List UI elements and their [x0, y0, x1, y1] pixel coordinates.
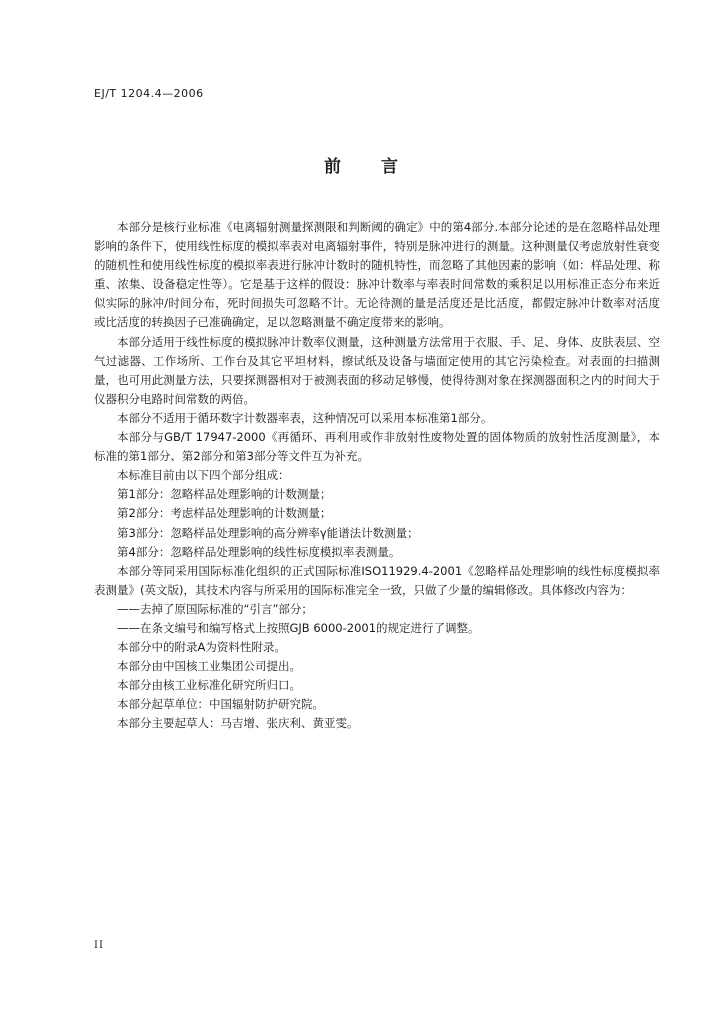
closing-centralizer: 本部分由核工业标准化研究所归口。 — [117, 678, 301, 693]
paragraph-adoption: 本部分等同采用国际标准化组织的正式国际标准ISO11929.4-2001《忽略样品处理影响的线性标度模拟率表测量》(英文版)，其技术内容与所采用的国际标准完全一致，只做了少量的编辑修改。具体修改内容为： — [94, 563, 660, 597]
part-item-2: 第2部分：考虑样品处理影响的计数测量； — [117, 506, 332, 521]
paragraph-parts-intro: 本标准目前由以下四个部分组成： — [117, 468, 290, 483]
part-item-4: 第4部分：忽略样品处理影响的线性标度模拟率表测量。 — [117, 544, 401, 559]
paragraph-applicability: 本部分适用于线性标度的模拟脉冲计数率仪测量，这种测量方法常用于衣服、手、足、身体、皮肤表层、空气过滤器、工作场所、工作台及其它平坦材料，擦试纸及设备与墙面定使用的其它污染检查。对表面的扫描测量，也可用此测量方法，只要探测器相对于被测表面的移动足够慢，使得待测对象在探测器面积之内的时间大于仪器积分电路时间常数的两倍。 — [94, 334, 660, 406]
closing-drafting-unit: 本部分起草单位：中国辐射防护研究院。 — [117, 697, 324, 712]
foreword-body — [94, 218, 660, 734]
closing-annex: 本部分中的附录A为资料性附录。 — [117, 640, 286, 655]
paragraph-not-applicable: 本部分不适用于循环数字计数器率表，这种情况可以采用本标准第1部分。 — [117, 410, 493, 425]
paragraph-complement: 本部分与GB/T 17947-2000《再循环、再利用或作非放射性废物处置的固体物质的放射性活度测量》，本标准的第1部分、第2部分和第3部分等文件互为补充。 — [94, 430, 660, 464]
page-title: 前 言 — [324, 157, 400, 177]
change-item-1: ——去掉了原国际标准的“引言”部分； — [117, 601, 313, 616]
page-number: II — [94, 940, 104, 951]
standard-code: EJ/T 1204.4—2006 — [94, 87, 204, 100]
closing-proposer: 本部分由中国核工业集团公司提出。 — [117, 659, 301, 674]
part-item-1: 第1部分：忽略样品处理影响的计数测量； — [117, 487, 332, 502]
part-item-3: 第3部分：忽略样品处理影响的高分辨率γ能谱法计数测量； — [117, 525, 419, 540]
change-item-2: ——在条文编号和编写格式上按照GJB 6000-2001的规定进行了调整。 — [117, 620, 480, 635]
paragraph-scope-intro: 本部分是核行业标准《电离辐射测量探测限和判断阈的确定》中的第4部分.本部分论述的是在忽略样品处理影响的条件下，使用线性标度的模拟率表对电离辐射事件，特别是脉冲进行的测量。这种测量仅考虑放射性衰变的随机性和使用线性标度的模拟率表进行脉冲计数时的随机特性，而忽略了其他因素的影响（如：样品处理、称重、浓集、设备稳定性等）。它是基于这样的假设：脉冲计数率与率表时间常数的乘积足以用标准正态分布来近似实际的脉冲/时间分布，死时间损失可忽略不计。无论待测的量是活度还是比活度，都假定脉冲计数率对活度或比活度的转换因子已准确确定，足以忽略测量不确定度带来的影响。 — [94, 220, 660, 330]
closing-drafters: 本部分主要起草人：马吉增、张庆利、黄亚雯。 — [117, 716, 359, 731]
